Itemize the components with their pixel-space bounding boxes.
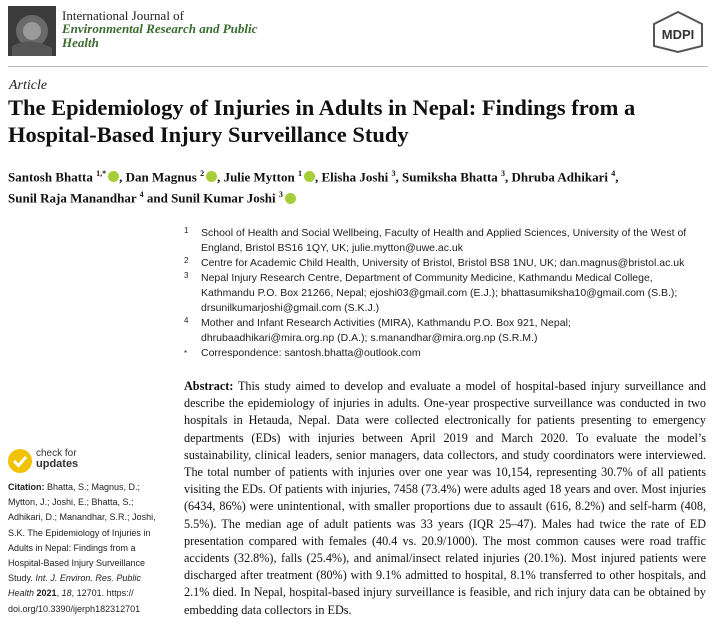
affiliation-line: Nepal Injury Research Centre, Department of Community Medicine, Kathmandu Medical College, [201, 272, 653, 284]
author-name: Dan Magnus [125, 169, 197, 185]
check-updates-icon [8, 449, 32, 473]
abstract-text: This study aimed to develop and evaluate a model of hospital-based injury surveillance and describe the epidemiology of injuries in adults. One-year prospective surveillance was conducted in two hospitals in Hetauda, Nepal. Data were collected electronically for patients presenting to emergency departments (EDs) with injuries between April 2019 and March 2020. To evaluate the model’s sustainability, clinical leaders, senior managers, data collectors, and study coordinators were interviewed. The total number of patients with injuries over one year was 10,154, representing 30.7% of all patients visiting the EDs. Of patients with injuries, 7458 (73.4%) were adults aged 18 years and over. Most injuries (6434, 86%) were unintentional, with smaller proportions due to assault (616, 8.2%) and self-harm (408, 5.5%). The median age of adult patients was 33 years (IQR 25–47). Males had twice the rate of ED presentation compared with females (40.4 vs. 20.9/1000). The most common causes were road traffic accidents (32.8%), falls (25.4%), and animal/insect related injuries (20.1%). Most injured patients were discharged after treatment (80%) with 9.1% admitted to hospital, 8.1% transferred to other hospitals, and 2.1% died. In Nepal, hospital-based injury surveillance is feasible, and rich injury data can be obtained by embedding data collectors in EDs. [184, 379, 706, 617]
affiliation-4 [184, 316, 704, 346]
author-affil-sup: 2 [200, 169, 205, 178]
citation-journal: Int. J. Environ. Res. Public Health [8, 573, 141, 599]
affiliation-line: Correspondence: santosh.bhatta@outlook.com [201, 347, 421, 359]
publisher-label: MDPI [661, 27, 695, 42]
updates-line2: updates [36, 458, 79, 470]
affiliation-2 [184, 256, 704, 271]
article-type: Article [9, 78, 48, 93]
author-name: Elisha Joshi [321, 169, 389, 185]
affiliation-1 [184, 226, 704, 256]
authors-and: and [146, 190, 168, 206]
affiliation-3 [184, 271, 704, 316]
orcid-icon[interactable] [285, 193, 296, 204]
affiliation-line: England, Bristol BS16 1QY, UK; julie.mytton@uwe.ac.uk [201, 242, 464, 254]
paper-title: The Epidemiology of Injuries in Adults in Nepal: Findings from a Hospital-Based Injury Surveillance Study [8, 95, 636, 147]
check-for-updates-button[interactable] [8, 447, 98, 473]
author-name: Dhruba Adhikari [511, 169, 608, 185]
author-name: Sunil Raja Manandhar [8, 190, 137, 206]
journal-logo-icon [8, 6, 56, 56]
author-name: Sumiksha Bhatta [402, 169, 498, 185]
author-affil-sup: 1 [297, 169, 302, 178]
affiliation-line: dhrubaadhikari@mira.org.np (D.A.); s.manandhar@mira.org.np (S.R.M.) [201, 332, 538, 344]
author-affil-sup: 1,* [96, 169, 107, 178]
citation-block: Citation: Bhatta, S.; Magnus, D.; Mytton, J.; Joshi, E.; Bhatta, S.; Adhikari, D.; Manandhar, S.R.; Joshi, S.K. The Epidemiology of Injuries in Adults in Nepal: Findings from a Hospital-Based Injury Surveillance Study. Int. J. Environ. Res. Public Health 2021, 18, 12701. https:// doi.org/10.3390/ijerph182312701 [8, 482, 156, 614]
affiliation-number: * [184, 349, 188, 358]
citation-doi-link[interactable]: doi.org/10.3390/ijerph182312701 [8, 603, 141, 614]
author-affil-sup: 4 [139, 190, 144, 200]
author-list: Santosh Bhatta $^{1,*}$ , Dan Magnus $^2$ , Julie Mytton $^1$ , Elisha Joshi $^3$, Sumiksha Bhatta $^3$, Dhruba Adhikari $^4$, Sunil Raja Manandhar $^4$ and Sunil Kumar Joshi $^3$ [8, 169, 619, 206]
author-affil-sup: 3 [501, 169, 506, 178]
affiliation-number: 1 [184, 226, 189, 235]
author-affil-sup: 4 [611, 169, 616, 178]
journal-name-line1: International Journal of [62, 8, 185, 23]
author-name: Sunil Kumar Joshi [171, 190, 276, 206]
citation-volume: 18 [61, 588, 72, 599]
citation-authors: Bhatta, S.; Magnus, D.; Mytton, J.; Joshi, E.; Bhatta, S.; Adhikari, D.; Manandhar, S.R.; Joshi, S.K. [8, 482, 156, 538]
affiliation-number: 3 [184, 271, 189, 280]
header-divider [8, 66, 708, 67]
citation-pages: 12701. https:// [76, 588, 134, 599]
citation-label: Citation: [8, 482, 45, 492]
journal-name-line2: Environmental Research and Public Health [62, 21, 258, 50]
updates-line1: check for [36, 448, 77, 459]
orcid-icon[interactable] [108, 171, 119, 182]
affiliation-number: 4 [184, 316, 189, 325]
affiliation-line: School of Health and Social Wellbeing, Faculty of Health and Applied Sciences, University of the West of [201, 227, 687, 239]
affiliation-line: drsunilkumarjoshi@gmail.com (S.K.J.) [201, 302, 380, 314]
correspondence [184, 346, 704, 361]
affiliation-line: Kathmandu P.O. Box 21266, Nepal; ejoshi03@gmail.com (E.J.); bhattasumiksha10@gmail.com (S.B.); [201, 287, 678, 299]
author-affil-sup: 3 [278, 190, 283, 200]
author-affil-sup: 3 [391, 169, 396, 178]
affiliation-line: Mother and Infant Research Activities (MIRA), Kathmandu P.O. Box 921, Nepal; [201, 317, 571, 329]
orcid-icon[interactable] [304, 171, 315, 182]
affiliation-line: Centre for Academic Child Health, University of Bristol, Bristol BS8 1NU, UK; dan.magnus@bristol.ac.uk [201, 257, 685, 269]
citation-title: The Epidemiology of Injuries in Adults in Nepal: Findings from a Hospital-Based Injury Surveillance Study. [8, 527, 151, 584]
author-name: Santosh Bhatta [8, 169, 93, 185]
orcid-icon[interactable] [206, 171, 217, 182]
affiliation-number: 2 [184, 256, 189, 265]
mdpi-logo-icon [650, 10, 706, 54]
citation-year: 2021 [36, 588, 57, 599]
author-name: Julie Mytton [223, 169, 295, 185]
abstract-label: Abstract: [184, 379, 234, 393]
abstract [184, 378, 706, 619]
